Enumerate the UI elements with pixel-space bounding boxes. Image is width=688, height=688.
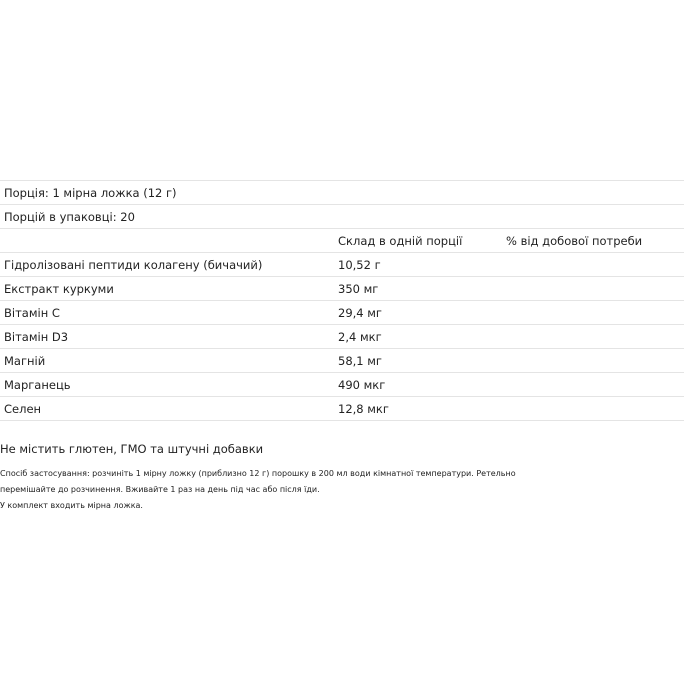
table-header-row [0,228,684,252]
table-row [0,348,684,372]
usage-instructions [0,466,688,514]
table-row [0,372,684,396]
ingredient-amount: 10,52 г [338,258,381,272]
usage-line: Спосіб застосування: розчиніть 1 мірну ложку (приблизно 12 г) порошку в 200 мл води кімнатної температури. Ретельно [0,469,516,478]
header-daily-value: % від добової потреби [506,234,643,248]
ingredient-name: Селен [4,402,42,416]
gluten-free-note: Не містить глютен, ГМО та штучні добавки [0,442,264,456]
ingredient-amount: 2,4 мкг [338,330,382,344]
table-row [0,324,684,348]
servings-per-container-text: Порцій в упаковці: 20 [4,210,135,224]
header-amount: Склад в одній порції [338,234,463,248]
ingredient-name: Марганець [4,378,71,392]
table-row [0,300,684,324]
ingredient-name: Екстракт куркуми [4,282,114,296]
kit-contents-line: У комплект входить мірна ложка. [0,501,143,510]
usage-line: перемішайте до розчинення. Вживайте 1 раз на день під час або після їди. [0,485,320,494]
ingredient-name: Вітамін D3 [4,330,69,344]
table-row [0,396,684,421]
supplement-facts-table [0,180,684,421]
ingredient-amount: 350 мг [338,282,379,296]
ingredient-amount: 12,8 мкг [338,402,389,416]
ingredient-amount: 490 мкг [338,378,386,392]
table-row [0,276,684,300]
serving-size-text: Порція: 1 мірна ложка (12 г) [4,186,177,200]
table-row [0,252,684,276]
serving-size-row [0,180,684,204]
ingredient-name: Гідролізовані пептиди колагену (бичачий) [4,258,263,272]
servings-per-container-row [0,204,684,228]
ingredient-amount: 58,1 мг [338,354,382,368]
ingredient-name: Магній [4,354,46,368]
ingredient-name: Вітамін С [4,306,60,320]
ingredient-amount: 29,4 мг [338,306,382,320]
